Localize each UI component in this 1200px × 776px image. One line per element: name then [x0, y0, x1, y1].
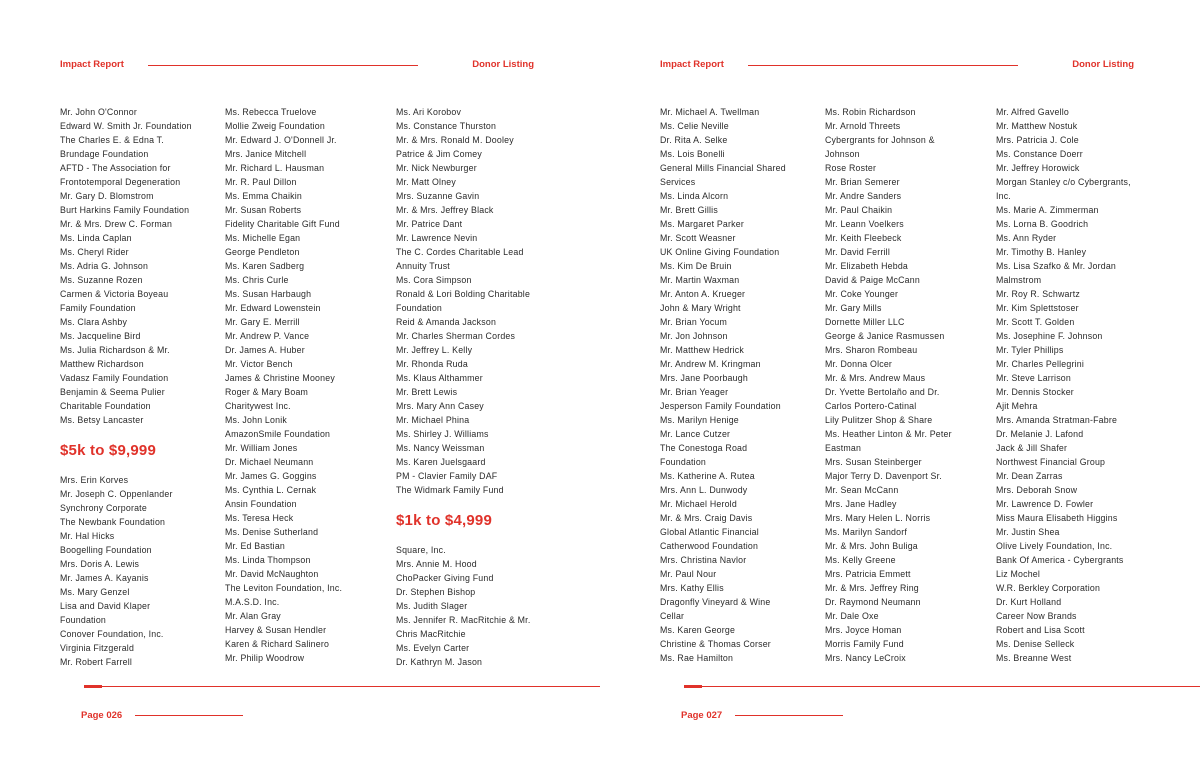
donor-name: Ms. Lisa Szafko & Mr. Jordan	[996, 261, 1117, 271]
donor-name: Reid & Amanda Jackson	[396, 317, 497, 327]
donor-name: Karen & Richard Salinero	[225, 639, 330, 649]
donor-name: Charitywest Inc.	[225, 401, 291, 411]
donor-name: Morgan Stanley c/o Cybergrants,	[996, 177, 1131, 187]
donor-name: Mr. & Mrs. Andrew Maus	[825, 373, 926, 383]
footer-rule	[684, 686, 1200, 687]
donor-name: Mr. Brett Gillis	[660, 205, 718, 215]
donor-name: James & Christine Mooney	[225, 373, 335, 383]
donor-name: Mr. James G. Goggins	[225, 471, 317, 481]
donor-name: Mr. Roy R. Schwartz	[996, 289, 1080, 299]
donor-name: Mr. Brett Lewis	[396, 387, 458, 397]
header-rule	[148, 65, 418, 66]
donor-name: AmazonSmile Foundation	[225, 429, 331, 439]
donor-name: Mr. Susan Roberts	[225, 205, 302, 215]
donor-name: The Newbank Foundation	[60, 517, 166, 527]
donor-name: The Charles E. & Edna T.	[60, 135, 164, 145]
donor-name: Mr. Ed Bastian	[225, 541, 286, 551]
donor-name: Square, Inc.	[396, 545, 446, 555]
donor-name: Mr. Robert Farrell	[60, 657, 133, 667]
donor-name: UK Online Giving Foundation	[660, 247, 780, 257]
donor-name: Mr. & Mrs. Jeffrey Black	[396, 205, 494, 215]
donor-name: Ms. Linda Caplan	[60, 233, 132, 243]
donor-name: Mr. Charles Sherman Cordes	[396, 331, 516, 341]
donor-name: Mrs. Annie M. Hood	[396, 559, 477, 569]
donor-name: Mrs. Deborah Snow	[996, 485, 1078, 495]
donor-name: Ms. Karen Juelsgaard	[396, 457, 486, 467]
donor-name: The Widmark Family Fund	[396, 485, 504, 495]
donor-name: Mr. Coke Younger	[825, 289, 899, 299]
donor-name: Annuity Trust	[396, 261, 450, 271]
donor-name: Ansin Foundation	[225, 499, 297, 509]
donor-name: Mrs. Jane Hadley	[825, 499, 897, 509]
donor-name: Dr. Kurt Holland	[996, 597, 1062, 607]
donor-name: Mrs. Nancy LeCroix	[825, 653, 906, 663]
donor-name: Mr. Andrew M. Kringman	[660, 359, 761, 369]
donor-name: Ms. Chris Curle	[225, 275, 289, 285]
donor-name: Olive Lively Foundation, Inc.	[996, 541, 1113, 551]
donor-name: Mr. Edward J. O'Donnell Jr.	[225, 135, 337, 145]
donor-name: Ms. Josephine F. Johnson	[996, 331, 1103, 341]
donor-name: Bank Of America - Cybergrants	[996, 555, 1124, 565]
donor-name: Foundation	[60, 615, 107, 625]
donor-name: Burt Harkins Family Foundation	[60, 205, 190, 215]
donor-name: The C. Cordes Charitable Lead	[396, 247, 524, 257]
donor-name: Cellar	[660, 611, 685, 621]
donor-name: Ms. Celie Neville	[660, 121, 729, 131]
donor-name: Mr. Jon Johnson	[660, 331, 728, 341]
donor-name: Mr. & Mrs. John Buliga	[825, 541, 918, 551]
donor-name: Family Foundation	[60, 303, 136, 313]
donor-name: Mrs. Susan Steinberger	[825, 457, 922, 467]
donor-name: Mr. Martin Waxman	[660, 275, 740, 285]
donor-column-1	[660, 105, 820, 665]
donor-name: Miss Maura Elisabeth Higgins	[996, 513, 1118, 523]
donor-name: Frontotemporal Degeneration	[60, 177, 181, 187]
footer-rule	[84, 686, 600, 687]
donor-name: Mr. Scott T. Golden	[996, 317, 1075, 327]
donor-name: Dr. Yvette Bertolaño and Dr.	[825, 387, 940, 397]
footer-accent-tab	[84, 685, 102, 688]
donor-name: Mr. Brian Yeager	[660, 387, 729, 397]
donor-name: Roger & Mary Boam	[225, 387, 309, 397]
donor-name: Mr. Gary Mills	[825, 303, 882, 313]
donor-name: Mr. Donna Olcer	[825, 359, 893, 369]
donor-name: M.A.S.D. Inc.	[225, 597, 280, 607]
donor-name: Mr. & Mrs. Jeffrey Ring	[825, 583, 919, 593]
donor-name: Mr. Philip Woodrow	[225, 653, 305, 663]
donor-name: Ms. Breanne West	[996, 653, 1072, 663]
donor-name: Benjamin & Seema Pulier	[60, 387, 165, 397]
donor-name: Mr. Dean Zarras	[996, 471, 1063, 481]
donor-name: Ms. Rae Hamilton	[660, 653, 734, 663]
donor-name: Ms. Lois Bonelli	[660, 149, 725, 159]
donor-name: General Mills Financial Shared	[660, 163, 786, 173]
page-right	[600, 0, 1200, 776]
donor-name: Johnson	[825, 149, 860, 159]
donor-name: Boogelling Foundation	[60, 545, 152, 555]
donor-name: Ms. Marilyn Sandorf	[825, 527, 908, 537]
donor-name: Ms. Lorna B. Goodrich	[996, 219, 1089, 229]
footer-accent-tab	[684, 685, 702, 688]
donor-name: Ms. Emma Chaikin	[225, 191, 303, 201]
donor-name: Mr. Tyler Phillips	[996, 345, 1064, 355]
donor-name: Carlos Portero-Catinal	[825, 401, 917, 411]
donor-name: Mr. & Mrs. Craig Davis	[660, 513, 753, 523]
donor-name: Mr. Victor Bench	[225, 359, 293, 369]
giving-tier-heading: $5k to $9,999	[60, 442, 156, 459]
donor-name: Mr. R. Paul Dillon	[225, 177, 297, 187]
giving-tier-heading: $1k to $4,999	[396, 512, 492, 529]
donor-name: Ms. Nancy Weissman	[396, 443, 485, 453]
donor-name: Conover Foundation, Inc.	[60, 629, 164, 639]
donor-name: Mr. & Mrs. Ronald M. Dooley	[396, 135, 514, 145]
donor-name: Ms. Evelyn Carter	[396, 643, 470, 653]
donor-name: Mr. Michael A. Twellman	[660, 107, 760, 117]
donor-name: Mr. Michael Herold	[660, 499, 737, 509]
donor-name: The Conestoga Road	[660, 443, 748, 453]
donor-name: Mr. Paul Nour	[660, 569, 717, 579]
donor-name: Mr. Edward Lowenstein	[225, 303, 321, 313]
donor-name: Mr. Dale Oxe	[825, 611, 879, 621]
donor-name: Mr. Joseph C. Oppenlander	[60, 489, 173, 499]
donor-name: Ms. Cheryl Rider	[60, 247, 129, 257]
donor-name: Mrs. Kathy Ellis	[660, 583, 724, 593]
donor-name: Mr. Kim Splettstoser	[996, 303, 1079, 313]
donor-name: Ms. Ann Ryder	[996, 233, 1057, 243]
donor-name: Mr. Anton A. Krueger	[660, 289, 746, 299]
donor-name: Ms. Constance Thurston	[396, 121, 497, 131]
donor-name: Mr. & Mrs. Drew C. Forman	[60, 219, 173, 229]
donor-name: Mr. Keith Fleebeck	[825, 233, 902, 243]
donor-name: Mr. Elizabeth Hebda	[825, 261, 909, 271]
header-section-title: Donor Listing	[1072, 59, 1134, 70]
header-rule	[748, 65, 1018, 66]
donor-name: Ms. Cynthia L. Cernak	[225, 485, 317, 495]
donor-name: Mr. Timothy B. Hanley	[996, 247, 1087, 257]
donor-name: Mrs. Mary Ann Casey	[396, 401, 484, 411]
donor-name: Virginia Fitzgerald	[60, 643, 135, 653]
donor-name: Global Atlantic Financial	[660, 527, 759, 537]
donor-name: Ms. Karen Sadberg	[225, 261, 305, 271]
donor-name: George Pendleton	[225, 247, 300, 257]
donor-name: Ms. Marie A. Zimmerman	[996, 205, 1099, 215]
donor-name: Mr. Scott Weasner	[660, 233, 736, 243]
donor-name: Ms. Katherine A. Rutea	[660, 471, 755, 481]
header-section-title: Donor Listing	[472, 59, 534, 70]
donor-name: Ms. Constance Doerr	[996, 149, 1083, 159]
donor-name: Inc.	[996, 191, 1011, 201]
donor-name: W.R. Berkley Corporation	[996, 583, 1101, 593]
header-report-title: Impact Report	[60, 59, 124, 70]
donor-name: Mr. Andrew P. Vance	[225, 331, 310, 341]
donor-name: Services	[660, 177, 696, 187]
donor-name: Dr. Michael Neumann	[225, 457, 314, 467]
donor-name: Synchrony Corporate	[60, 503, 147, 513]
donor-name: Ms. Jacqueline Bird	[60, 331, 141, 341]
donor-name: The Leviton Foundation, Inc.	[225, 583, 343, 593]
donor-name: Ms. Rebecca Truelove	[225, 107, 317, 117]
donor-name: ChoPacker Giving Fund	[396, 573, 494, 583]
donor-name: Mr. Patrice Dant	[396, 219, 463, 229]
donor-name: Mr. Lawrence D. Fowler	[996, 499, 1094, 509]
donor-name: Major Terry D. Davenport Sr.	[825, 471, 942, 481]
donor-name: Ms. Adria G. Johnson	[60, 261, 149, 271]
donor-column-3	[396, 105, 561, 669]
donor-name: Dragonfly Vineyard & Wine	[660, 597, 771, 607]
donor-name: Mr. Michael Phina	[396, 415, 470, 425]
donor-name: Mrs. Patricia J. Cole	[996, 135, 1079, 145]
donor-name: Ms. Julia Richardson & Mr.	[60, 345, 170, 355]
donor-name: Mr. Nick Newburger	[396, 163, 477, 173]
page-number-rule	[735, 715, 843, 716]
donor-name: Foundation	[660, 457, 707, 467]
donor-name: Rose Roster	[825, 163, 877, 173]
donor-name: David & Paige McCann	[825, 275, 920, 285]
donor-name: Mr. Jeffrey L. Kelly	[396, 345, 473, 355]
donor-name: Vadasz Family Foundation	[60, 373, 169, 383]
donor-name: AFTD - The Association for	[60, 163, 171, 173]
donor-name: Dr. Melanie J. Lafond	[996, 429, 1084, 439]
donor-name: Mrs. Ann L. Dunwody	[660, 485, 748, 495]
donor-name: Morris Family Fund	[825, 639, 904, 649]
donor-name: Charitable Foundation	[60, 401, 151, 411]
donor-name: Dr. Raymond Neumann	[825, 597, 921, 607]
donor-name: Mrs. Mary Helen L. Norris	[825, 513, 931, 523]
donor-name: Edward W. Smith Jr. Foundation	[60, 121, 192, 131]
donor-name: Mr. Gary E. Merrill	[225, 317, 300, 327]
donor-name: Mr. Alan Gray	[225, 611, 281, 621]
donor-name: Cybergrants for Johnson &	[825, 135, 935, 145]
donor-name: Mrs. Erin Korves	[60, 475, 129, 485]
donor-name: Mr. Hal Hicks	[60, 531, 115, 541]
donor-name: Mr. William Jones	[225, 443, 298, 453]
donor-name: Brundage Foundation	[60, 149, 149, 159]
donor-name: Mrs. Christina Navlor	[660, 555, 747, 565]
donor-name: Matthew Richardson	[60, 359, 144, 369]
donor-name: Mr. James A. Kayanis	[60, 573, 149, 583]
donor-name: Mrs. Sharon Rombeau	[825, 345, 918, 355]
donor-name: Mr. Paul Chaikin	[825, 205, 893, 215]
donor-name: Ms. Karen George	[660, 625, 736, 635]
donor-name: Mr. Charles Pellegrini	[996, 359, 1085, 369]
donor-name: Mr. Justin Shea	[996, 527, 1060, 537]
donor-name: Ms. Susan Harbaugh	[225, 289, 312, 299]
donor-name: Fidelity Charitable Gift Fund	[225, 219, 340, 229]
donor-name: Ronald & Lori Bolding Charitable	[396, 289, 531, 299]
donor-name: Ms. Clara Ashby	[60, 317, 128, 327]
donor-name: Mr. Steve Larrison	[996, 373, 1071, 383]
donor-name: Ms. Denise Selleck	[996, 639, 1075, 649]
donor-name: Ms. Linda Alcorn	[660, 191, 729, 201]
donor-name: Mr. Matt Olney	[396, 177, 456, 187]
donor-name: Ms. Cora Simpson	[396, 275, 472, 285]
donor-name: Ms. Jennifer R. MacRitchie & Mr.	[396, 615, 531, 625]
donor-name: Ms. Michelle Egan	[225, 233, 301, 243]
donor-name: Mr. Brian Semerer	[825, 177, 900, 187]
donor-name: Mrs. Amanda Stratman-Fabre	[996, 415, 1118, 425]
donor-name: Ms. Denise Sutherland	[225, 527, 319, 537]
donor-name: Carmen & Victoria Boyeau	[60, 289, 169, 299]
donor-name: Catherwood Foundation	[660, 541, 759, 551]
donor-name: Career Now Brands	[996, 611, 1077, 621]
donor-name: Ms. John Lonik	[225, 415, 287, 425]
donor-name: Ms. Judith Slager	[396, 601, 468, 611]
donor-column-3	[996, 105, 1161, 665]
donor-name: Mr. Leann Voelkers	[825, 219, 904, 229]
donor-name: Mr. Andre Sanders	[825, 191, 902, 201]
donor-name: Ms. Heather Linton & Mr. Peter	[825, 429, 952, 439]
page-number-rule	[135, 715, 243, 716]
donor-name: Ms. Linda Thompson	[225, 555, 311, 565]
donor-name: Mrs. Suzanne Gavin	[396, 191, 480, 201]
donor-name: Dr. Stephen Bishop	[396, 587, 476, 597]
donor-name: Mr. Richard L. Hausman	[225, 163, 325, 173]
donor-name: Mr. John O'Connor	[60, 107, 137, 117]
donor-name: Ms. Robin Richardson	[825, 107, 916, 117]
donor-name: PM - Clavier Family DAF	[396, 471, 498, 481]
donor-column-1	[60, 105, 220, 669]
donor-name: Chris MacRitchie	[396, 629, 466, 639]
donor-name: Northwest Financial Group	[996, 457, 1106, 467]
donor-column-2	[225, 105, 385, 665]
donor-name: Mr. David McNaughton	[225, 569, 319, 579]
donor-name: Mr. Dennis Stocker	[996, 387, 1074, 397]
donor-name: Ms. Shirley J. Williams	[396, 429, 489, 439]
donor-column-2	[825, 105, 985, 665]
donor-name: Dornette Miller LLC	[825, 317, 905, 327]
donor-name: George & Janice Rasmussen	[825, 331, 945, 341]
donor-name: Jack & Jill Shafer	[996, 443, 1068, 453]
donor-name: Malmstrom	[996, 275, 1042, 285]
donor-name: Dr. Kathryn M. Jason	[396, 657, 483, 667]
donor-name: Eastman	[825, 443, 862, 453]
donor-name: John & Mary Wright	[660, 303, 741, 313]
page-number: Page 027	[681, 710, 723, 721]
donor-name: Mr. Alfred Gavello	[996, 107, 1070, 117]
donor-name: Ajit Mehra	[996, 401, 1038, 411]
donor-name: Harvey & Susan Hendler	[225, 625, 327, 635]
donor-name: Mr. Arnold Threets	[825, 121, 901, 131]
donor-name: Mrs. Joyce Homan	[825, 625, 902, 635]
donor-name: Ms. Mary Genzel	[60, 587, 130, 597]
donor-name: Ms. Margaret Parker	[660, 219, 744, 229]
donor-name: Dr. James A. Huber	[225, 345, 305, 355]
donor-name: Mrs. Janice Mitchell	[225, 149, 307, 159]
donor-name: Mrs. Patricia Emmett	[825, 569, 911, 579]
donor-name: Ms. Klaus Althammer	[396, 373, 483, 383]
donor-name: Liz Mochel	[996, 569, 1041, 579]
donor-name: Mr. Jeffrey Horowick	[996, 163, 1080, 173]
donor-name: Lisa and David Klaper	[60, 601, 151, 611]
donor-name: Ms. Suzanne Rozen	[60, 275, 143, 285]
donor-name: Mr. Lawrence Nevin	[396, 233, 478, 243]
donor-name: Mr. Lance Cutzer	[660, 429, 731, 439]
page-number: Page 026	[81, 710, 123, 721]
donor-name: Jesperson Family Foundation	[660, 401, 781, 411]
donor-name: Ms. Ari Korobov	[396, 107, 462, 117]
donor-name: Mrs. Doris A. Lewis	[60, 559, 140, 569]
donor-name: Dr. Rita A. Selke	[660, 135, 728, 145]
donor-name: Patrice & Jim Comey	[396, 149, 482, 159]
donor-name: Mr. Matthew Nostuk	[996, 121, 1078, 131]
donor-name: Ms. Teresa Heck	[225, 513, 294, 523]
donor-name: Lily Pulitzer Shop & Share	[825, 415, 933, 425]
donor-name: Mr. Rhonda Ruda	[396, 359, 468, 369]
donor-name: Ms. Kim De Bruin	[660, 261, 732, 271]
donor-name: Mr. David Ferrill	[825, 247, 890, 257]
donor-name: Mr. Matthew Hedrick	[660, 345, 744, 355]
header-report-title: Impact Report	[660, 59, 724, 70]
donor-name: Mr. Sean McCann	[825, 485, 899, 495]
donor-name: Foundation	[396, 303, 443, 313]
donor-name: Mr. Gary D. Blomstrom	[60, 191, 154, 201]
donor-name: Ms. Betsy Lancaster	[60, 415, 144, 425]
donor-name: Ms. Marilyn Henige	[660, 415, 739, 425]
donor-name: Christine & Thomas Corser	[660, 639, 771, 649]
donor-name: Ms. Kelly Greene	[825, 555, 896, 565]
donor-name: Mollie Zweig Foundation	[225, 121, 325, 131]
donor-name: Robert and Lisa Scott	[996, 625, 1085, 635]
donor-name: Mr. Brian Yocum	[660, 317, 728, 327]
donor-name: Mrs. Jane Poorbaugh	[660, 373, 748, 383]
